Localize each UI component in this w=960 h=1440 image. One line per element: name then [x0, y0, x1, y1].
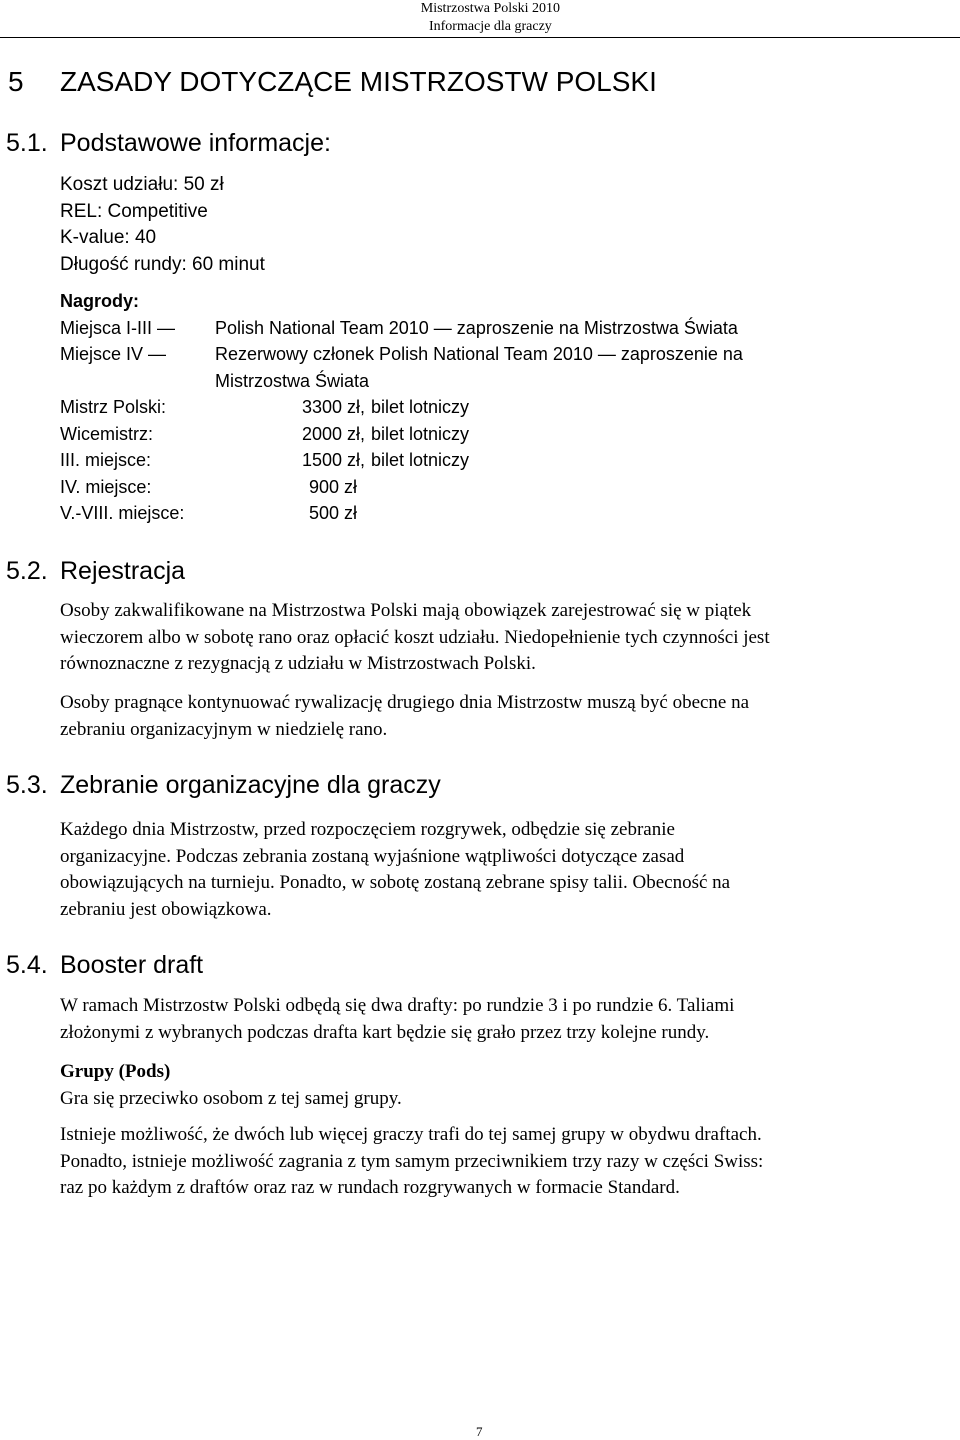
section-heading-5-1	[6, 126, 331, 160]
prize-place: Miejsca I-III —	[60, 317, 176, 338]
page-number: 7	[476, 1424, 483, 1439]
text-line: złożonymi z wybranych podczas drafta kart będzie się grało przez trzy kolejne rundy.	[60, 1021, 710, 1043]
money-amount: 900 zł	[308, 476, 357, 497]
text-line: Osoby pragnące kontynuować rywalizację drugiego dnia Mistrzostw muszą być obecne na	[60, 692, 750, 713]
money-amount: 3300 zł,	[301, 397, 365, 417]
money-amount: 1500 zł,	[301, 450, 365, 470]
info-fee: Koszt udziału: 50 zł	[60, 174, 224, 195]
money-extra: bilet lotniczy	[371, 423, 470, 444]
text-line: Istnieje możliwość, że dwóch lub więcej graczy trafi do tej samej grupy w obydwu draftach.	[60, 1124, 762, 1145]
money-prize-row	[60, 447, 470, 474]
section-title: Rejestracja	[60, 557, 186, 585]
info-round-length: Długość rundy: 60 minut	[60, 253, 265, 275]
money-prize-row	[60, 394, 470, 421]
draft-paragraph-1	[60, 993, 945, 1046]
section-title: Podstawowe informacje:	[60, 129, 331, 157]
prize-row-continuation	[60, 368, 370, 395]
chapter-heading	[8, 62, 657, 102]
money-amount: 500 zł	[308, 503, 357, 523]
header-subtitle: Informacje dla graczy	[428, 19, 552, 34]
money-prize-row	[60, 421, 470, 448]
section-number: 5.2.	[6, 557, 48, 585]
prize-row	[60, 315, 738, 342]
registration-paragraph-2	[60, 690, 945, 743]
money-amount: 2000 zł,	[301, 423, 365, 444]
pods-block	[60, 1059, 945, 1112]
section-title: Booster draft	[60, 951, 204, 979]
section-number: 5.1.	[6, 129, 48, 157]
prizes-block	[60, 288, 743, 527]
money-place: Mistrz Polski:	[60, 397, 167, 417]
section-number: 5.4.	[6, 951, 48, 979]
registration-paragraph-1	[60, 598, 945, 678]
pods-heading: Grupy (Pods)	[60, 1061, 171, 1082]
meeting-paragraph	[60, 817, 945, 923]
info-kvalue: K-value: 40	[60, 227, 157, 248]
section-number: 5.3.	[6, 771, 48, 799]
chapter-title: ZASADY DOTYCZĄCE MISTRZOSTW POLSKI	[60, 66, 657, 97]
text-line: zebraniu jest obowiązkowa.	[60, 898, 272, 920]
section-heading-5-4	[6, 948, 203, 982]
prize-row	[60, 341, 743, 368]
header-rule	[0, 37, 960, 38]
text-line: wieczorem albo w sobotę rano oraz opłacić koszt udziału. Niedopełnienie tych czynności jest	[60, 626, 770, 648]
money-place: IV. miejsce:	[60, 476, 152, 497]
text-line: raz po każdym z draftów oraz raz w rundach rozgrywanych w formacie Standard.	[60, 1177, 680, 1198]
text-line: Każdego dnia Mistrzostw, przed rozpoczęciem rozgrywek, odbędzie się zebranie	[60, 819, 675, 840]
prizes-heading: Nagrody:	[60, 291, 140, 311]
info-rel: REL: Competitive	[60, 200, 208, 222]
text-line: organizacyjne. Podczas zebrania zostaną wyjaśnione wątpliwości dotyczące zasad	[60, 845, 685, 867]
text-line: Ponadto, istnieje możliwość zagrania z tym samym przeciwnikiem trzy razy w części Swiss:	[60, 1150, 764, 1172]
header-title: Mistrzostwa Polski 2010	[420, 1, 560, 16]
prize-place: Miejsce IV —	[60, 344, 167, 364]
text-line: W ramach Mistrzostw Polski odbędą się dwa drafty: po rundzie 3 i po rundzie 6. Taliami	[60, 995, 735, 1016]
text-line: obowiązujących na turnieju. Ponadto, w sobotę zostaną zebrane spisy talii. Obecność na	[60, 872, 731, 893]
draft-paragraph-2	[60, 1122, 945, 1202]
text-line: zebraniu organizacyjnym w niedzielę rano.	[60, 718, 388, 740]
text-line: równoznaczne z rezygnacją z udziału w Mistrzostwach Polski.	[60, 653, 536, 674]
section-heading-5-3	[6, 768, 441, 802]
prize-text: Polish National Team 2010 — zaproszenie na Mistrzostwa Świata	[215, 317, 738, 338]
money-extra: bilet lotniczy	[371, 450, 470, 470]
section-title: Zebranie organizacyjne dla graczy	[60, 771, 441, 799]
pods-text: Gra się przeciwko osobom z tej samej grupy.	[60, 1087, 402, 1109]
running-header	[421, 0, 560, 36]
prize-text-continued: Mistrzostwa Świata	[215, 370, 370, 391]
money-place: V.-VIII. miejsce:	[60, 503, 185, 523]
money-extra: bilet lotniczy	[371, 397, 470, 417]
chapter-number: 5	[8, 66, 24, 97]
money-prize-row	[60, 474, 357, 501]
money-place: Wicemistrz:	[60, 423, 153, 444]
basic-info-list	[60, 172, 265, 278]
section-heading-5-2	[6, 554, 185, 588]
text-line: Osoby zakwalifikowane na Mistrzostwa Polski mają obowiązek zarejestrować się w piątek	[60, 600, 752, 621]
prize-text: Rezerwowy członek Polish National Team 2010 — zaproszenie na	[215, 344, 743, 364]
money-prize-row	[60, 500, 357, 527]
money-place: III. miejsce:	[60, 450, 152, 470]
